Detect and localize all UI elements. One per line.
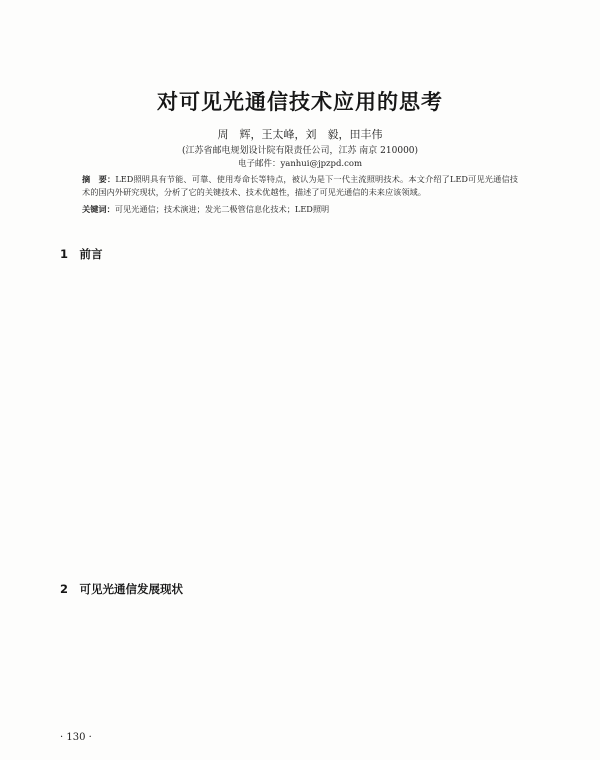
keywords [82, 203, 518, 216]
author-affiliation: (江苏省邮电规划设计院有限责任公司，江苏 南京 210000) [181, 146, 419, 156]
section-heading-intro: 1 前言 [60, 247, 103, 261]
abstract-text: LED照明具有节能、可靠、使用寿命长等特点，被认为是下一代主流照明技术。本文介绍了LED可见光通信技术的国内外研究现状，分析了它的关键技术、技术优越性，描述了可见光通信的未来应该领域。 [82, 174, 518, 197]
author-list: 周 辉，王太峰，刘 毅，田丰伟 [217, 128, 383, 141]
keywords-text: 可见光通信；技术演进；发光二极管信息化技术；LED照明 [114, 204, 330, 214]
section-heading-status: 2 可见光通信发展现状 [60, 582, 184, 596]
abstract [82, 173, 518, 199]
abstract-label: 摘 要： [82, 174, 116, 184]
keywords-label: 关键词： [82, 204, 115, 214]
author-email: 电子邮件：yanhui@jpzpd.com [237, 159, 363, 169]
page-title: 对可见光通信技术应用的思考 [157, 89, 443, 114]
page-number: · 130 · [60, 732, 92, 743]
